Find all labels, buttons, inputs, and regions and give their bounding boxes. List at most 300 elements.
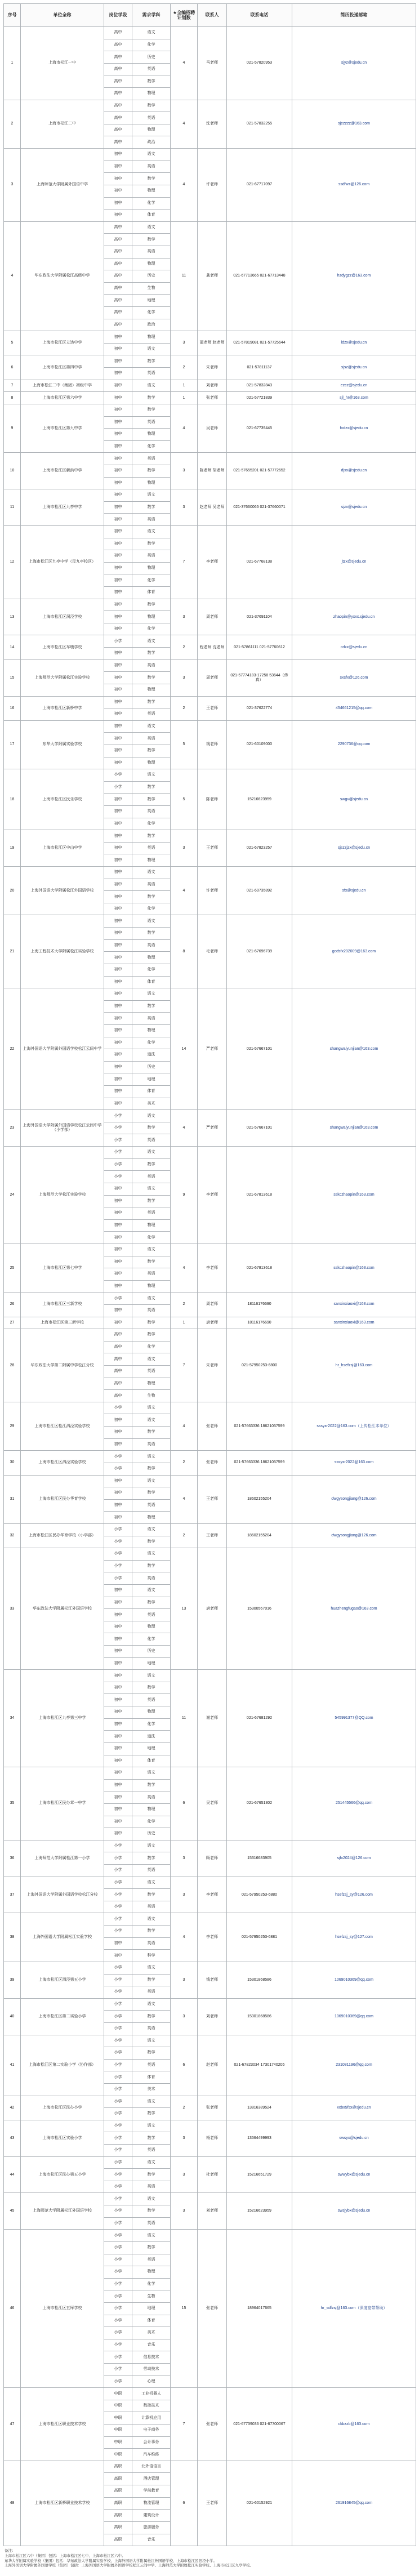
unit-name: 华东政法大学附属松江外国语学校	[21, 1548, 104, 1670]
row-number: 28	[4, 1329, 21, 1402]
subject-cell: 数学	[132, 2205, 171, 2218]
plan-count: 2	[171, 2096, 198, 2120]
stage-cell: 初中	[104, 1414, 132, 1427]
contact-email: swsyx@sjedu.cn	[292, 2120, 416, 2156]
note-line: 上海外国语大学附属外国语学校（集团）包括：上海外国语大学附属外国语学校松江云间中学、上海师范大学附属松江实验学校、上海市松江区九亭学校。	[5, 2564, 253, 2568]
stage-cell: 小学	[104, 2169, 132, 2181]
stage-cell: 小学	[104, 2376, 132, 2388]
unit-name: 上海市松江区第二实验小学（协作部）	[21, 2035, 104, 2096]
table-row	[4, 27, 416, 39]
unit-name: 上海市松江区九亭中学（民九亭校区）	[21, 525, 104, 599]
stage-cell: 初中	[104, 1767, 132, 1780]
contact-phone: 021-67768138	[227, 525, 292, 599]
stage-cell: 初中	[104, 939, 132, 952]
unit-name: 华东政法大学第二附属中学松江分校	[21, 1329, 104, 1402]
stage-cell: 初中	[104, 696, 132, 708]
row-number: 8	[4, 392, 21, 404]
contact-email: sanxinxiaoxi@163.com	[292, 1293, 416, 1317]
unit-name: 上海市松江区第三新学校	[21, 1317, 104, 1329]
contact-person: 邵老师 赵老师	[198, 331, 227, 355]
subject-cell: 化学	[132, 623, 171, 635]
unit-name: 上海市松江二中	[21, 100, 104, 148]
table-row	[4, 2461, 416, 2473]
row-number: 32	[4, 1523, 21, 1548]
contact-person: 朱老师	[198, 1329, 227, 1402]
plan-count: 1	[171, 380, 198, 392]
contact-phone: 021-60735892	[227, 867, 292, 915]
plan-count: 4	[171, 867, 198, 915]
subject-cell: 英语	[132, 550, 171, 563]
subject-cell: 体育	[132, 976, 171, 988]
plan-count: 3	[171, 331, 198, 355]
stage-cell: 高中	[104, 1341, 132, 1353]
contact-person: 许老师	[198, 867, 227, 915]
row-number: 40	[4, 1998, 21, 2035]
subject-cell: 计算机应用	[132, 2412, 171, 2425]
contact-person: 许老师	[198, 149, 227, 222]
stage-cell: 初中	[104, 659, 132, 672]
subject-cell: 酒店管理	[132, 2473, 171, 2485]
subject-cell: 语文	[132, 149, 171, 161]
row-number: 4	[4, 221, 21, 331]
header-plan: ★全编招聘计划数	[171, 4, 198, 27]
subject-cell: 化学	[132, 197, 171, 210]
subject-cell: 英语	[132, 708, 171, 721]
subject-cell: 英语	[132, 1366, 171, 1378]
row-number: 46	[4, 2230, 21, 2388]
unit-name: 上海市松江区九亭第三中学	[21, 1670, 104, 1767]
stage-cell: 小学	[104, 2156, 132, 2169]
unit-name: 上海市松江区新桥职业技术学校	[21, 2461, 104, 2546]
stage-cell: 初中	[104, 672, 132, 684]
subject-cell: 语文	[132, 1767, 171, 1780]
contact-phone: 15216623959	[227, 2193, 292, 2230]
header-phone: 联系电话	[227, 4, 292, 27]
table-row	[4, 2193, 416, 2205]
stage-cell: 高中	[104, 295, 132, 307]
stage-cell: 初中	[104, 1597, 132, 1609]
row-number: 20	[4, 867, 21, 915]
unit-name: 上海市松江区第七中学	[21, 1244, 104, 1292]
row-number: 45	[4, 2193, 21, 2230]
contact-email: sskczhaopin@163.com	[292, 1244, 416, 1292]
row-number: 35	[4, 1767, 21, 1840]
table-row	[4, 599, 416, 611]
contact-phone: 021-37691104	[227, 599, 292, 635]
plan-count: 1	[171, 392, 198, 404]
subject-cell: 美术	[132, 2083, 171, 2096]
subject-cell: 化学	[132, 307, 171, 319]
stage-cell: 初中	[104, 1317, 132, 1329]
stage-cell: 中职	[104, 2400, 132, 2412]
unit-name: 上海市松江区新浜中学	[21, 453, 104, 489]
subject-cell: 数学	[132, 538, 171, 550]
contact-person: 张老师	[198, 2096, 227, 2120]
subject-cell: 数学	[132, 501, 171, 514]
row-number: 27	[4, 1317, 21, 1329]
row-number: 16	[4, 696, 21, 720]
unit-name: 上海市松江区第六中学	[21, 392, 104, 404]
stage-cell: 初中	[104, 1828, 132, 1840]
subject-cell: 物理	[132, 429, 171, 441]
table-row	[4, 988, 416, 1001]
unit-name: 上海师范大学松江实验学校	[21, 1147, 104, 1244]
stage-cell: 高职	[104, 2497, 132, 2510]
subject-cell: 数学	[132, 599, 171, 611]
contact-email: dwgysongjiang@126.com	[292, 1523, 416, 1548]
stage-cell: 初中	[104, 574, 132, 587]
subject-cell: 数学	[132, 1329, 171, 1342]
stage-cell: 初中	[104, 708, 132, 721]
subject-cell: 数学	[132, 1852, 171, 1865]
stage-cell: 初中	[104, 380, 132, 392]
contact-phone: 021-67651302	[227, 1767, 292, 1840]
plan-count: 4	[171, 149, 198, 222]
subject-cell: 数学	[132, 173, 171, 185]
contact-phone: 13564499993	[227, 2120, 292, 2156]
subject-cell: 数学	[132, 1889, 171, 1901]
contact-person: 钱老师	[198, 720, 227, 769]
stage-cell: 初中	[104, 733, 132, 745]
subject-cell: 英语	[132, 2059, 171, 2071]
stage-cell: 小学	[104, 2205, 132, 2218]
stage-cell: 小学	[104, 2096, 132, 2108]
stage-cell: 高中	[104, 27, 132, 39]
contact-person: 王老师	[198, 2461, 227, 2546]
subject-cell: 数学	[132, 2011, 171, 2023]
contact-person: 李老师	[198, 1877, 227, 1913]
table-row	[4, 1877, 416, 1889]
subject-cell: 英语	[132, 733, 171, 745]
subject-cell: 化学	[132, 574, 171, 587]
stage-cell: 初中	[104, 964, 132, 976]
subject-cell: 物理	[132, 1621, 171, 1633]
contact-person: 周老师	[198, 659, 227, 696]
plan-count: 9	[171, 1147, 198, 1244]
table-row	[4, 769, 416, 782]
subject-cell: 数学	[132, 891, 171, 903]
plan-count: 14	[171, 988, 198, 1110]
subject-cell: 历史	[132, 1646, 171, 1658]
subject-cell: 化学	[132, 1232, 171, 1244]
contact-phone: 021-57832843	[227, 380, 292, 392]
stage-cell: 小学	[104, 1974, 132, 1986]
plan-count: 3	[171, 1962, 198, 1998]
stage-cell: 小学	[104, 635, 132, 648]
subject-cell: 劳动技术	[132, 2364, 171, 2376]
subject-cell: 物理	[132, 1512, 171, 1524]
unit-name: 上海外国语大学附属松江外国语学校	[21, 867, 104, 915]
unit-name: 上海市松江区三新学校	[21, 1293, 104, 1317]
table-row	[4, 2156, 416, 2169]
subject-cell: 语文	[132, 1548, 171, 1561]
contact-email: dwgysongjiang@126.com	[292, 1475, 416, 1523]
stage-cell: 初中	[104, 465, 132, 477]
plan-count: 4	[171, 1475, 198, 1523]
table-row	[4, 380, 416, 392]
row-number: 29	[4, 1402, 21, 1450]
subject-cell: 音乐	[132, 2534, 171, 2546]
table-row	[4, 1329, 416, 1342]
plan-count: 4	[171, 27, 198, 100]
stage-cell: 初中	[104, 757, 132, 769]
subject-cell: 工业机器人	[132, 2388, 171, 2400]
subject-cell: 物理	[132, 757, 171, 769]
table-row	[4, 915, 416, 928]
contact-email: xxbx5fsx@sjedu.cn	[292, 2096, 416, 2120]
subject-cell: 英语	[132, 63, 171, 75]
subject-cell: 语文	[132, 525, 171, 538]
table-row	[4, 1244, 416, 1256]
stage-cell: 小学	[104, 2327, 132, 2339]
row-number: 44	[4, 2156, 21, 2193]
contact-email: sfx@sjedu.cn	[292, 867, 416, 915]
table-row	[4, 1293, 416, 1305]
stage-cell: 小学	[104, 2217, 132, 2230]
subject-cell: 物理	[132, 88, 171, 100]
contact-phone: 021-67823034 17301740205	[227, 2035, 292, 2096]
contact-email: hsefzsj_sy@126.com	[292, 1877, 416, 1913]
subject-cell: 英语	[132, 1438, 171, 1451]
subject-cell: 英语	[132, 1791, 171, 1804]
stage-cell: 高中	[104, 282, 132, 295]
table-row	[4, 355, 416, 368]
contact-email: ssdfwz@126.com	[292, 149, 416, 222]
plan-count: 4	[171, 1402, 198, 1450]
stage-cell: 初中	[104, 149, 132, 161]
stage-cell: 初中	[104, 392, 132, 404]
stage-cell: 小学	[104, 1451, 132, 1463]
contact-phone: 021-60152921	[227, 2461, 292, 2546]
stage-cell: 小学	[104, 2108, 132, 2120]
stage-cell: 初中	[104, 525, 132, 538]
stage-cell: 高中	[104, 319, 132, 331]
subject-cell: 数学	[132, 2169, 171, 2181]
subject-cell: 语文	[132, 1451, 171, 1463]
stage-cell: 初中	[104, 928, 132, 940]
subject-cell: 物理	[132, 477, 171, 489]
stage-cell: 初中	[104, 1438, 132, 1451]
unit-name: 上海市松江区民办华育学校（小学部）	[21, 1523, 104, 1548]
subject-cell: 数学	[132, 672, 171, 684]
stage-cell: 初中	[104, 331, 132, 344]
stage-cell: 初中	[104, 988, 132, 1001]
contact-email: hzdygzz@163.com	[292, 221, 416, 331]
contact-person: 吴老师	[198, 1767, 227, 1840]
contact-phone: 021-57950253-6880	[227, 1877, 292, 1913]
contact-email: sjfx2024@126.com	[292, 1840, 416, 1877]
row-number: 41	[4, 2035, 21, 2096]
stage-cell: 初中	[104, 1791, 132, 1804]
stage-cell: 中职	[104, 2436, 132, 2449]
subject-cell: 数学	[132, 648, 171, 660]
plan-count: 7	[171, 1329, 198, 1402]
stage-cell: 初中	[104, 210, 132, 222]
contact-email: sjzx@sjedu.cn	[292, 489, 416, 526]
stage-cell: 初中	[104, 1061, 132, 1073]
plan-count: 2	[171, 1293, 198, 1317]
stage-cell: 小学	[104, 2364, 132, 2376]
stage-cell: 初中	[104, 903, 132, 915]
stage-cell: 初中	[104, 1000, 132, 1013]
subject-cell: 语文	[132, 1353, 171, 1366]
contact-phone: 021-57950253-6881	[227, 1913, 292, 1962]
plan-count: 15	[171, 2230, 198, 2388]
row-number: 47	[4, 2388, 21, 2461]
subject-cell: 英语	[132, 1572, 171, 1585]
note-line: 上海市松江区六中（集团）包括：上海市松江区七中、上海市松江区六中。	[5, 2553, 126, 2558]
stage-cell: 小学	[104, 2278, 132, 2290]
contact-phone: 15316683905	[227, 1840, 292, 1877]
stage-cell: 初中	[104, 684, 132, 696]
header-contact: 联系人	[198, 4, 227, 27]
stage-cell: 初中	[104, 818, 132, 830]
stage-cell: 初中	[104, 854, 132, 867]
stage-cell: 小学	[104, 1913, 132, 1926]
subject-cell: 政治	[132, 319, 171, 331]
row-number: 7	[4, 380, 21, 392]
subject-cell: 英语	[132, 2181, 171, 2193]
table-body	[4, 27, 416, 2546]
contact-person: 张老师	[198, 1451, 227, 1475]
stage-cell: 初中	[104, 1475, 132, 1487]
subject-cell: 数学	[132, 1682, 171, 1694]
unit-name: 华东政法大学附属松江高级中学	[21, 221, 104, 331]
subject-cell: 语文	[132, 2035, 171, 2047]
row-number: 3	[4, 149, 21, 222]
row-number: 42	[4, 2096, 21, 2120]
stage-cell: 初中	[104, 343, 132, 355]
subject-cell: 道法	[132, 1049, 171, 1062]
subject-cell: 建筑设计	[132, 2510, 171, 2522]
stage-cell: 小学	[104, 1962, 132, 1974]
contact-person: 严老师	[198, 988, 227, 1110]
subject-cell: 语文	[132, 2230, 171, 2242]
contact-email: swgv@sjedu.cn	[292, 769, 416, 830]
header-seq: 序号	[4, 4, 21, 27]
unit-name: 上海市松江区九亭中学	[21, 489, 104, 526]
subject-cell: 物理	[132, 1219, 171, 1232]
subject-cell: 数学	[132, 1158, 171, 1171]
subject-cell: 数学	[132, 1317, 171, 1329]
table-row	[4, 1475, 416, 1487]
recruitment-table	[3, 3, 416, 2546]
contact-phone: 15300567016	[227, 1548, 292, 1670]
stage-cell: 初中	[104, 550, 132, 563]
subject-cell: 英语	[132, 1134, 171, 1147]
plan-count: 4	[171, 1913, 198, 1962]
contact-phone: 021-67739445	[227, 404, 292, 452]
subject-cell: 数学	[132, 1122, 171, 1134]
plan-count: 3	[171, 659, 198, 696]
subject-cell: 语文	[132, 1147, 171, 1159]
table-row	[4, 149, 416, 161]
stage-cell: 高中	[104, 1353, 132, 1366]
stage-cell: 初中	[104, 1609, 132, 1621]
subject-cell: 物理	[132, 331, 171, 344]
contact-phone: 021-57667101	[227, 988, 292, 1110]
row-number: 37	[4, 1877, 21, 1913]
unit-name: 上海市松江区泗泾第五小学	[21, 1962, 104, 1998]
stage-cell: 初中	[104, 1037, 132, 1049]
subject-cell: 英语	[132, 514, 171, 526]
row-number: 14	[4, 635, 21, 659]
stage-cell: 高中	[104, 100, 132, 112]
stage-cell: 中职	[104, 2425, 132, 2437]
subject-cell: 物理	[132, 1024, 171, 1037]
row-number: 33	[4, 1548, 21, 1670]
stage-cell: 小学	[104, 2266, 132, 2279]
subject-cell: 物理	[132, 952, 171, 964]
stage-cell: 初中	[104, 1195, 132, 1207]
subject-cell: 语文	[132, 221, 171, 234]
stage-cell: 高中	[104, 124, 132, 136]
subject-cell: 英语	[132, 939, 171, 952]
contact-person: 周老师	[198, 1293, 227, 1317]
contact-email: 545991377@QQ.com	[292, 1670, 416, 1767]
subject-cell: 化学	[132, 440, 171, 453]
subject-cell: 数学	[132, 1597, 171, 1609]
stage-cell: 初中	[104, 867, 132, 879]
contact-email: ckbzzb@163.com	[292, 2388, 416, 2461]
contact-email: sssyxr2022@163.com（上传松江本单位）	[292, 1402, 416, 1450]
subject-cell: 生物	[132, 2290, 171, 2303]
table-row	[4, 830, 416, 843]
stage-cell: 初中	[104, 1086, 132, 1098]
unit-name: 上海市松江二中（集团）初级中学	[21, 380, 104, 392]
stage-cell: 小学	[104, 2132, 132, 2145]
subject-cell: 物理	[132, 1280, 171, 1293]
stage-cell: 初中	[104, 1670, 132, 1682]
stage-cell: 初中	[104, 514, 132, 526]
subject-cell: 数学	[132, 696, 171, 708]
stage-cell: 初中	[104, 1731, 132, 1743]
table-row	[4, 1110, 416, 1122]
subject-cell: 数控技术	[132, 2400, 171, 2412]
stage-cell: 初中	[104, 1244, 132, 1256]
stage-cell: 小学	[104, 1560, 132, 1572]
unit-name: 上海市松江区民办华育学校	[21, 1475, 104, 1523]
subject-cell: 数学	[132, 1427, 171, 1439]
subject-cell: 数学	[132, 392, 171, 404]
plan-count: 11	[171, 1670, 198, 1767]
stage-cell: 高中	[104, 63, 132, 75]
contact-person: 严老师	[198, 1110, 227, 1147]
contact-person: 李老师	[198, 1244, 227, 1292]
stage-cell: 初中	[104, 416, 132, 429]
row-number: 34	[4, 1670, 21, 1767]
stage-cell: 中职	[104, 2388, 132, 2400]
plan-count: 2	[171, 635, 198, 659]
stage-cell: 初中	[104, 1098, 132, 1110]
plan-count: 4	[171, 1110, 198, 1147]
unit-name: 上海外国语大学附属外国语学校松江云间中学	[21, 988, 104, 1110]
table-row	[4, 404, 416, 416]
row-number: 43	[4, 2120, 21, 2156]
stage-cell: 小学	[104, 2315, 132, 2327]
subject-cell: 历史	[132, 51, 171, 64]
stage-cell: 小学	[104, 1840, 132, 1852]
subject-cell: 北外语语言	[132, 2461, 171, 2473]
contact-email: sskczhaopin@163.com	[292, 1147, 416, 1244]
stage-cell: 初中	[104, 1803, 132, 1816]
stage-cell: 高中	[104, 1366, 132, 1378]
row-number: 17	[4, 720, 21, 769]
stage-cell: 小学	[104, 2035, 132, 2047]
unit-name: 上海市松江区洞泾学校	[21, 599, 104, 635]
stage-cell: 初中	[104, 368, 132, 380]
stage-cell: 小学	[104, 2230, 132, 2242]
